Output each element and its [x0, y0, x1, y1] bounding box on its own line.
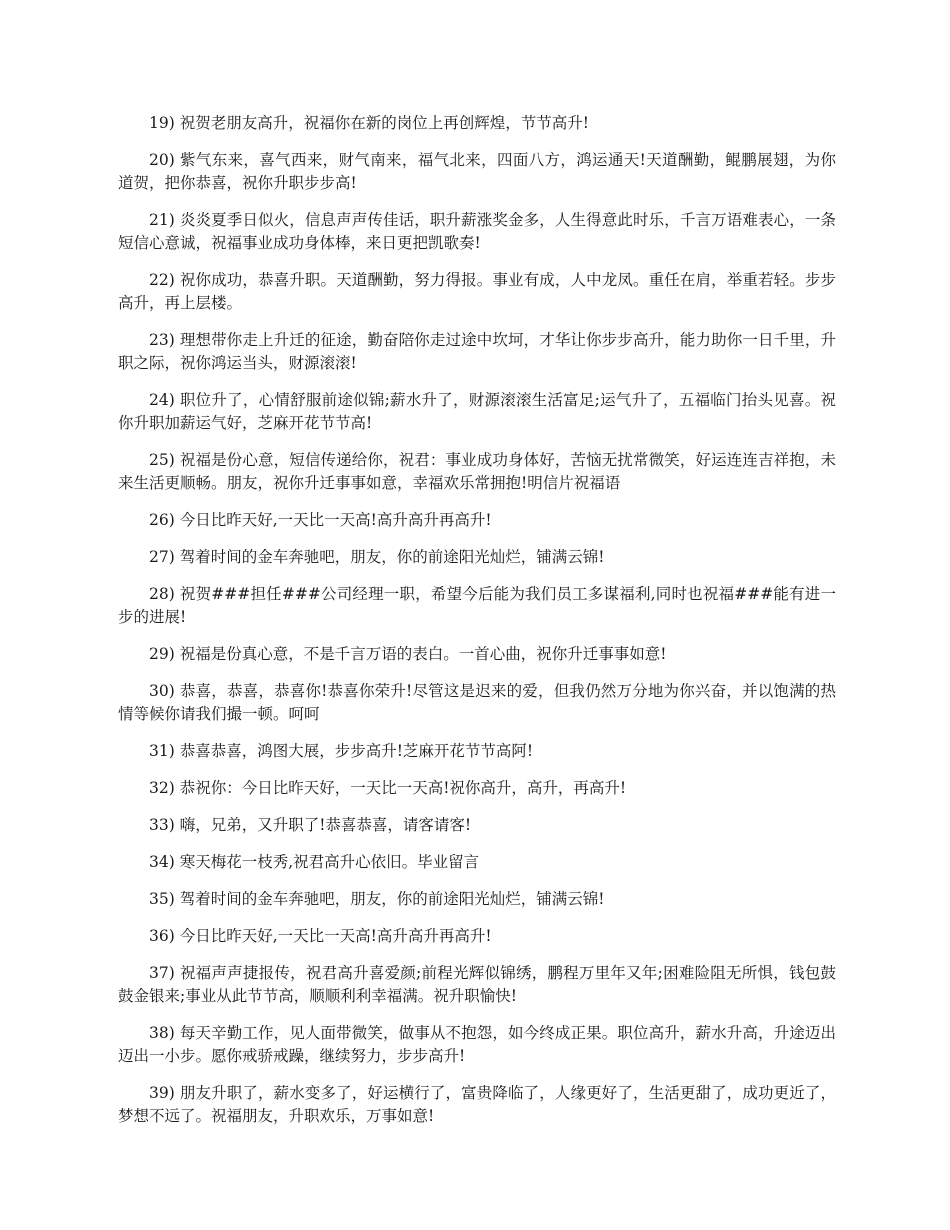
paragraph-21: 21) 炎炎夏季日似火，信息声声传佳话，职升薪涨奖金多，人生得意此时乐，千言万语难表心，一条短信心意诚，祝福事业成功身体棒，来日更把凯歌奏!	[118, 211, 836, 252]
paragraph-28: 28) 祝贺###担任###公司经理一职，希望今后能为我们员工多谋福利,同时也祝福###能有进一步的进展!	[118, 585, 836, 626]
paragraph-23: 23) 理想带你走上升迁的征途，勤奋陪你走过途中坎坷，才华让你步步高升，能力助你一日千里，升职之际，祝你鸿运当头，财源滚滚!	[118, 331, 836, 372]
paragraph-36: 36) 今日比昨天好,一天比一天高!高升高升再高升!	[149, 927, 492, 945]
paragraph-32: 32) 恭祝你：今日比昨天好，一天比一天高!祝你高升，高升，再高升!	[149, 779, 627, 797]
paragraph-33: 33) 嗨，兄弟，又升职了!恭喜恭喜，请客请客!	[149, 816, 472, 834]
paragraph-27: 27) 驾着时间的金车奔驰吧，朋友，你的前途阳光灿烂，铺满云锦!	[149, 548, 605, 566]
paragraph-34: 34) 寒天梅花一枝秀,祝君高升心依旧。毕业留言	[149, 853, 480, 871]
paragraph-31: 31) 恭喜恭喜，鸿图大展，步步高升!芝麻开花节节高阿!	[149, 742, 534, 760]
paragraph-29: 29) 祝福是份真心意，不是千言万语的表白。一首心曲，祝你升迁事事如意!	[149, 645, 667, 663]
paragraph-30: 30) 恭喜，恭喜，恭喜你!恭喜你荣升!尽管这是迟来的爱，但我仍然万分地为你兴奋，并以饱满的热情等候你请我们撮一顿。呵呵	[118, 682, 836, 723]
document-body	[118, 112, 836, 1142]
paragraph-25: 25) 祝福是份心意，短信传递给你，祝君：事业成功身体好，苦恼无扰常微笑，好运连连吉祥抱，未来生活更顺畅。朋友，祝你升迁事事如意，幸福欢乐常拥抱!明信片祝福语	[118, 451, 836, 492]
paragraph-20: 20) 紫气东来，喜气西来，财气南来，福气北来，四面八方，鸿运通天!天道酬勤，鲲鹏展翅，为你道贺，把你恭喜，祝你升职步步高!	[118, 151, 836, 192]
paragraph-38: 38) 每天辛勤工作，见人面带微笑，做事从不抱怨，如今终成正果。职位高升，薪水升高，升途迈出迈出一小步。愿你戒骄戒躁，继续努力，步步高升!	[118, 1024, 836, 1065]
paragraph-37: 37) 祝福声声捷报传，祝君高升喜爱颜;前程光辉似锦绣，鹏程万里年又年;困难险阻无所惧，钱包鼓鼓金银来;事业从此节节高，顺顺利利幸福满。祝升职愉快!	[118, 964, 836, 1005]
paragraph-24: 24) 职位升了，心情舒服前途似锦;薪水升了，财源滚滚生活富足;运气升了，五福临门抬头见喜。祝你升职加薪运气好，芝麻开花节节高!	[118, 391, 836, 432]
paragraph-19: 19) 祝贺老朋友高升，祝福你在新的岗位上再创辉煌，节节高升!	[149, 114, 589, 132]
paragraph-35: 35) 驾着时间的金车奔驰吧，朋友，你的前途阳光灿烂，铺满云锦!	[149, 890, 605, 908]
paragraph-39: 39) 朋友升职了，薪水变多了，好运横行了，富贵降临了，人缘更好了，生活更甜了，成功更近了，梦想不远了。祝福朋友，升职欢乐，万事如意!	[118, 1084, 836, 1125]
paragraph-26: 26) 今日比昨天好,一天比一天高!高升高升再高升!	[149, 511, 492, 529]
paragraph-22: 22) 祝你成功，恭喜升职。天道酬勤，努力得报。事业有成，人中龙凤。重任在肩，举重若轻。步步高升，再上层楼。	[118, 271, 836, 312]
